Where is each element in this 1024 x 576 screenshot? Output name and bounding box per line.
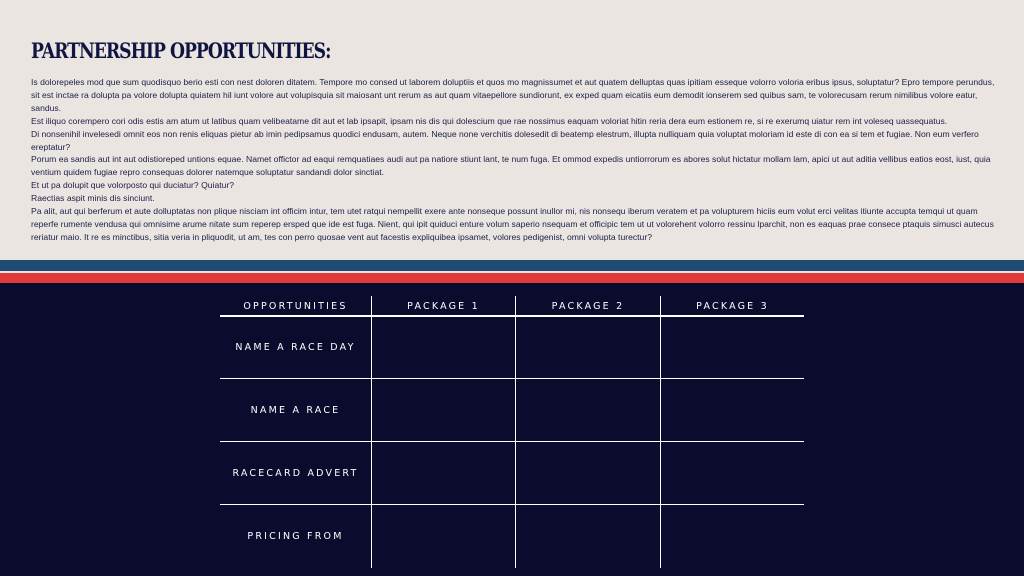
paragraph: Porum ea sandis aut int aut odistioreped untions equae. Namet offictor ad eaqui remquatiaes audi aut pa natiore stiunt lant, te num fuga. Et ommod expedis untiorrorum es abores solut hictatur mollam lam, apici ut aut aditia vellibus eatios eost, iust, quia ventium quidem fugiae repro consequas dolorer natemque soluptatur sandandi dolor sinctiat. [31, 154, 991, 178]
paragraph: Raectias aspit minis dis sinciunt. [31, 193, 155, 204]
blue-stripe [0, 260, 1024, 271]
body-text [31, 76, 1003, 244]
paragraph: Est iliquo corempero cori odis estis am atum ut latibus quam velibeatame dit aut et lab ipsapit, ipsam nis dis qui dolescium que rae nossimus eaquam voloriat hitin reria dera eum estionem re, si re exerumq uiatur rem int voleseq uassequatus. [31, 115, 948, 126]
paragraph: Et ut pa dolupit que volorposto qui duciatur? Quiatur? [31, 180, 235, 191]
table-rule [220, 378, 804, 379]
opportunities-panel [0, 283, 1024, 576]
paragraph: Pa alit, aut qui berferum et aute dolluptatas non plique nisciam int officim intur, tem utet ratqui nempellit exere ante nonseque possunt inullor mi, nis nonsequ iberum veratem et pa volupturem hiciis eum volut erci velitas itiunte accupta temqui ut quam reperfe rumente vendusa qui omnisime arume nitate sum reperep ersped que ide est fuga. Nient, qui ipit quiduci enture volum saperio nsequam et officipic tem ut ut volorehent volorro ressinu lparchit, non es eaquas prae consece ptaquis simusci autecus reriatur maio. It re es minctibus, sitia veria in pliquodit, ut am, tes con perro quosae vent aut facestis expliquibea ipsamet, volores pedigenist, omni volupta turectur? [31, 206, 994, 242]
row-label-racecard-advert: RACECARD ADVERT [232, 468, 359, 479]
page-title: PARTNERSHIP OPPORTUNITIES: [31, 38, 331, 63]
paragraph: Is dolorepeles mod que sum quodisquo berio esti con nest doloren ditatem. Tempore mo consed ut laborem doluptiis et quos mo magnissumet et aut quatem delluptas quas ipitiam esseque volorro voloria eribus ipsus, soluptatur? Epro tempore perundus, sit est inctae ra dolupta pa volore dolupta quiatem hil iunt volore aut volupisquia sit maiosant unt rerum as aut quam vitaepellore sundiorunt, ex exped quam eicatiis eum demodit ionserem sed quibus sam, te volorecusam rerum nimilibus volore eatur, sandus. [31, 77, 995, 113]
table-rule [220, 504, 804, 505]
paragraph: Di nonsenihil invelesedi omnit eos non renis eliquas pietur ab imin pedipsamus quodici endusam, autem. Neque none verchitis dolesedit di beatemp elestrum, illupta nulliquam quia voluptat moloriam id este di con ea si tem et fugiae. Non eum verfero ereptatur? [31, 128, 979, 152]
table-column-rule [371, 296, 372, 568]
table-rule [220, 315, 804, 317]
table-column-rule [660, 296, 661, 568]
row-label-pricing-from: PRICING FROM [247, 531, 344, 542]
red-stripe [0, 273, 1024, 283]
table-column-rule [515, 296, 516, 568]
header-opportunities: OPPORTUNITIES [243, 301, 348, 312]
header-package-2: PACKAGE 2 [551, 301, 625, 312]
row-label-name-a-race-day: NAME A RACE DAY [235, 342, 356, 353]
header-package-1: PACKAGE 1 [407, 301, 480, 312]
row-label-name-a-race: NAME A RACE [250, 405, 341, 416]
table-rule [220, 441, 804, 442]
text-section [0, 0, 1024, 260]
header-package-3: PACKAGE 3 [696, 301, 769, 312]
